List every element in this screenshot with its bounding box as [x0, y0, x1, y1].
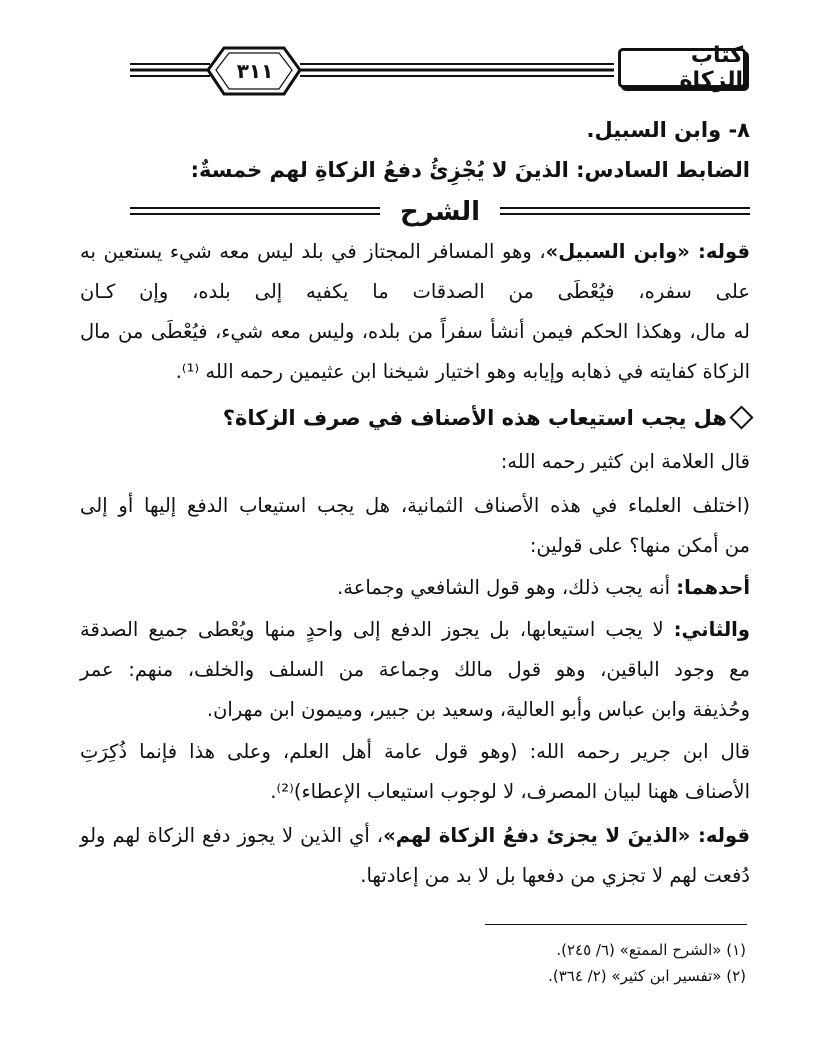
- page-header: [130, 40, 750, 102]
- page-number: ٣١١: [236, 59, 274, 83]
- p1-line-4: الزكاة كفايته في ذهابه وإيابه وهو اختيار شيخنا ابن عثيمين رحمه الله ⁽¹⁾.: [175, 360, 750, 383]
- p6-label: قوله: «الذينَ لا يجزئ دفعُ الزكاة لهم»: [383, 824, 750, 847]
- footnote-2: (٢) «تفسير ابن كثير» (٢/ ٣٦٤).: [548, 967, 746, 985]
- question-text: هل يجب استيعاب هذه الأصناف في صرف الزكاة؟: [222, 406, 727, 430]
- p4-line-3: وحُذيفة وابن عباس وأبو العالية، وسعيد بن جبير، وميمون ابن مهران.: [206, 698, 750, 721]
- diamond-icon: [729, 405, 753, 429]
- p5-line-2: الأصناف ههنا لبيان المصرف، لا لوجوب استيعاب الإعطاء)⁽²⁾.: [270, 780, 750, 803]
- matn-item-8: ٨- وابن السبيل.: [586, 118, 750, 142]
- p1-line-3: له مال، وهكذا الحكم فيمن أنشأ سفراً من بلده، وليس معه شيء، فيُعْطَى من مال: [80, 320, 750, 343]
- p3-line: [80, 568, 750, 608]
- p1-line-2: على سفره، فيُعْطَى من الصدقات ما يكفيه إلى بلده، وإن كـان: [80, 280, 750, 303]
- p6-line-2: دُفعت لهم لا تجزي من دفعها بل لا بد من إعادتها.: [360, 864, 750, 887]
- footnote-1: (١) «الشرح الممتع» (٦/ ٢٤٥).: [556, 941, 746, 959]
- p5-line-1: قال ابن جرير رحمه الله: (وهو قول عامة أهل العلم، وعلى هذا فإنما ذُكِرَتِ: [80, 740, 750, 763]
- p1-line-1-text: ، وهو المسافر المجتاز في بلد ليس معه شيء يستعين به: [80, 240, 546, 263]
- p4-line-1-text: لا يجب استيعابها، بل يجوز الدفع إلى واحدٍ منها ويُعْطى جميع الصدقة: [80, 618, 664, 641]
- p2-line-3: من أمكن منها؟ على قولين:: [529, 534, 750, 557]
- p1-label: قوله: «وابن السبيل»: [545, 240, 750, 263]
- p6-line-1: [80, 816, 750, 856]
- question-heading: [80, 398, 750, 438]
- p4-line-1: [80, 610, 750, 650]
- p1-line-1: [80, 232, 750, 272]
- sharh-divider: [130, 192, 750, 232]
- p4-line-2: مع وجود الباقين، وهو قول مالك وجماعة من السلف والخلف، منهم: عمر: [80, 658, 750, 681]
- sharh-heading: الشرح: [399, 197, 481, 227]
- p2-line-2: (اختلف العلماء في هذه الأصناف الثمانية، هل يجب استيعاب الدفع إليها أو إلى: [80, 494, 750, 517]
- book-title: كتاب الزكاة: [618, 48, 746, 88]
- p3-label: أحدهما:: [676, 576, 750, 599]
- p2-line-1: قال العلامة ابن كثير رحمه الله:: [500, 450, 750, 473]
- footnote-rule: [485, 924, 747, 925]
- p3-text: أنه يجب ذلك، وهو قول الشافعي وجماعة.: [337, 576, 671, 599]
- matn-dabit-6: الضابط السادس: الذينَ لا يُجْزِئُ دفعُ الزكاةِ لهم خمسةٌ:: [190, 158, 750, 182]
- p6-line-1-text: ، أي الذين لا يجوز دفع الزكاة لهم ولو: [80, 824, 384, 847]
- p4-label: والثاني:: [673, 618, 750, 641]
